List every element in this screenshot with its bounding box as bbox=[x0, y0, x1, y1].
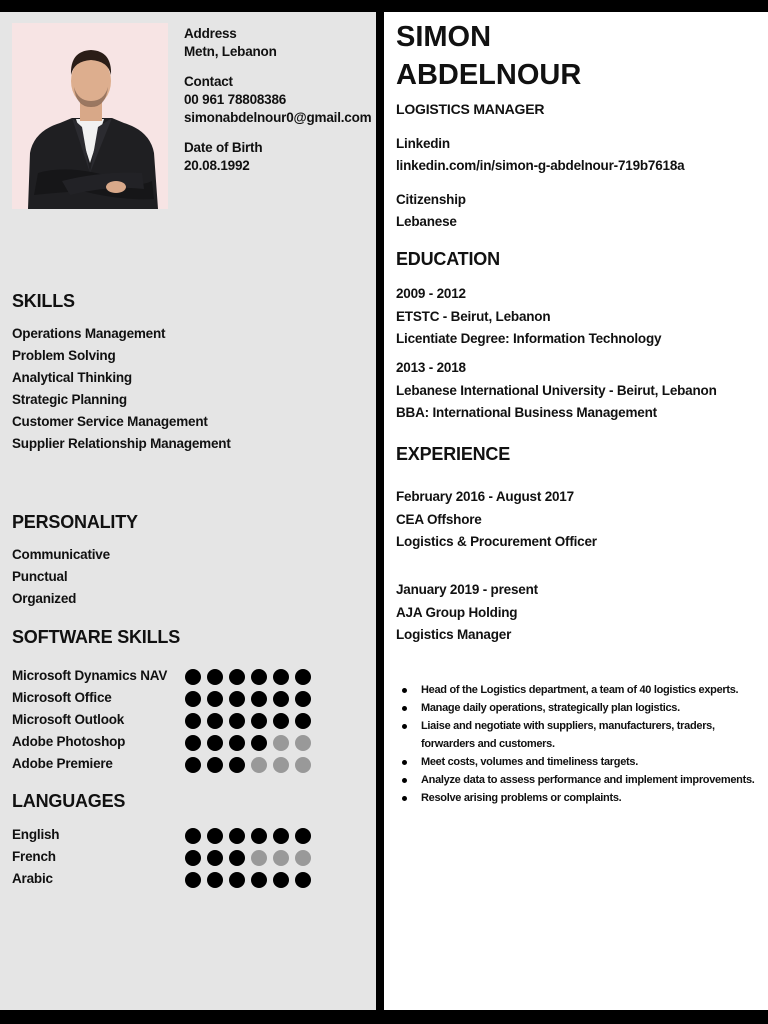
skill-item: Operations Management bbox=[12, 326, 166, 341]
rating-dot-filled-icon bbox=[295, 691, 311, 707]
responsibility-item: Head of the Logistics department, a team of 40 logistics experts. bbox=[396, 681, 756, 699]
experience-entry bbox=[396, 579, 538, 647]
rating-dots bbox=[185, 713, 311, 729]
contact-label: Contact bbox=[184, 74, 233, 89]
software-skill-row-label: Microsoft Office bbox=[12, 690, 112, 705]
experience-company: AJA Group Holding bbox=[396, 604, 518, 620]
rating-dot-filled-icon bbox=[295, 713, 311, 729]
responsibility-item: Resolve arising problems or complaints. bbox=[396, 789, 756, 807]
rating-dot-filled-icon bbox=[295, 669, 311, 685]
software-skill-row bbox=[12, 666, 312, 688]
contact-block bbox=[184, 25, 374, 187]
language-row-label: French bbox=[12, 849, 56, 864]
skill-item: Customer Service Management bbox=[12, 414, 208, 429]
rating-dot-filled-icon bbox=[229, 850, 245, 866]
rating-dot-filled-icon bbox=[185, 735, 201, 751]
phone-value: 00 961 78808386 bbox=[184, 92, 287, 107]
linkedin-link[interactable]: linkedin.com/in/simon-g-abdelnour-719b7618a bbox=[396, 158, 685, 173]
rating-dot-filled-icon bbox=[295, 872, 311, 888]
profile-photo bbox=[12, 23, 168, 209]
language-row-label: Arabic bbox=[12, 871, 53, 886]
rating-dot-filled-icon bbox=[229, 713, 245, 729]
rating-dot-filled-icon bbox=[185, 713, 201, 729]
rating-dot-filled-icon bbox=[207, 669, 223, 685]
experience-title: EXPERIENCE bbox=[396, 444, 511, 464]
rating-dot-filled-icon bbox=[229, 691, 245, 707]
rating-dot-filled-icon bbox=[207, 735, 223, 751]
education-degree: BBA: International Business Management bbox=[396, 405, 657, 420]
experience-position: Logistics & Procurement Officer bbox=[396, 534, 597, 549]
skill-item: Analytical Thinking bbox=[12, 370, 132, 385]
education-years: 2013 - 2018 bbox=[396, 360, 466, 375]
rating-dot-filled-icon bbox=[251, 669, 267, 685]
rating-dot-filled-icon bbox=[251, 828, 267, 844]
software-skill-row bbox=[12, 754, 312, 776]
skill-item: Strategic Planning bbox=[12, 392, 127, 407]
education-school: ETSTC - Beirut, Lebanon bbox=[396, 308, 551, 324]
personality-item: Organized bbox=[12, 591, 77, 606]
linkedin-label: Linkedin bbox=[396, 136, 450, 151]
rating-dot-filled-icon bbox=[251, 735, 267, 751]
experience-entry bbox=[396, 486, 597, 554]
citizenship-label: Citizenship bbox=[396, 192, 466, 207]
rating-dot-filled-icon bbox=[207, 872, 223, 888]
education-entry bbox=[396, 283, 661, 351]
citizenship-value: Lebanese bbox=[396, 214, 457, 229]
rating-dot-filled-icon bbox=[207, 850, 223, 866]
rating-dot-filled-icon bbox=[207, 713, 223, 729]
rating-dots bbox=[185, 669, 311, 685]
experience-position: Logistics Manager bbox=[396, 627, 512, 642]
rating-dot-filled-icon bbox=[273, 828, 289, 844]
personality-item: Punctual bbox=[12, 569, 68, 584]
education-school: Lebanese International University - Beirut, Lebanon bbox=[396, 382, 717, 398]
dob-label: Date of Birth bbox=[184, 140, 263, 155]
person-portrait-icon bbox=[12, 23, 168, 209]
rating-dot-filled-icon bbox=[251, 713, 267, 729]
responsibility-item: Meet costs, volumes and timeliness targets. bbox=[396, 753, 756, 771]
software-skill-row bbox=[12, 688, 312, 710]
responsibility-item: Manage daily operations, strategically plan logistics. bbox=[396, 699, 756, 717]
rating-dot-filled-icon bbox=[229, 757, 245, 773]
rating-dot-filled-icon bbox=[185, 691, 201, 707]
education-entry bbox=[396, 357, 717, 425]
rating-dot-empty-icon bbox=[273, 850, 289, 866]
address-value: Metn, Lebanon bbox=[184, 44, 277, 59]
rating-dot-filled-icon bbox=[251, 872, 267, 888]
rating-dot-filled-icon bbox=[207, 757, 223, 773]
language-row bbox=[12, 825, 312, 847]
rating-dot-filled-icon bbox=[207, 691, 223, 707]
rating-dots bbox=[185, 872, 311, 888]
rating-dot-filled-icon bbox=[185, 669, 201, 685]
responsibility-item: Liaise and negotiate with suppliers, manufacturers, traders, forwarders and customers. bbox=[396, 717, 756, 753]
experience-dates: January 2019 - present bbox=[396, 582, 538, 597]
job-role: LOGISTICS MANAGER bbox=[396, 101, 545, 117]
rating-dot-filled-icon bbox=[273, 691, 289, 707]
software-skill-row-label: Microsoft Dynamics NAV bbox=[12, 668, 168, 683]
rating-dot-filled-icon bbox=[185, 872, 201, 888]
dob-value: 20.08.1992 bbox=[184, 158, 250, 173]
rating-dots bbox=[185, 691, 311, 707]
address-label: Address bbox=[184, 26, 237, 41]
software-skills-title: SOFTWARE SKILLS bbox=[12, 627, 181, 647]
full-name bbox=[396, 18, 581, 94]
rating-dot-filled-icon bbox=[185, 828, 201, 844]
last-name: ABDELNOUR bbox=[396, 59, 582, 91]
rating-dot-filled-icon bbox=[229, 828, 245, 844]
rating-dot-empty-icon bbox=[273, 757, 289, 773]
rating-dot-empty-icon bbox=[251, 850, 267, 866]
software-skill-row-label: Adobe Photoshop bbox=[12, 734, 126, 749]
skills-title: SKILLS bbox=[12, 291, 75, 311]
rating-dot-filled-icon bbox=[251, 691, 267, 707]
responsibility-item: Analyze data to assess performance and implement improvements. bbox=[396, 771, 756, 789]
rating-dot-filled-icon bbox=[229, 669, 245, 685]
rating-dot-filled-icon bbox=[273, 872, 289, 888]
rating-dot-filled-icon bbox=[229, 872, 245, 888]
skill-item: Problem Solving bbox=[12, 348, 116, 363]
first-name: SIMON bbox=[396, 21, 492, 53]
skills-list bbox=[12, 323, 231, 455]
experience-company: CEA Offshore bbox=[396, 511, 482, 527]
personality-item: Communicative bbox=[12, 547, 110, 562]
rating-dot-filled-icon bbox=[207, 828, 223, 844]
software-skill-row bbox=[12, 732, 312, 754]
rating-dots bbox=[185, 828, 311, 844]
rating-dot-empty-icon bbox=[295, 757, 311, 773]
rating-dot-empty-icon bbox=[295, 735, 311, 751]
language-row bbox=[12, 847, 312, 869]
education-title: EDUCATION bbox=[396, 249, 500, 269]
education-degree: Licentiate Degree: Information Technology bbox=[396, 331, 662, 346]
software-skill-row-label: Microsoft Outlook bbox=[12, 712, 125, 727]
skill-item: Supplier Relationship Management bbox=[12, 436, 231, 451]
main-content bbox=[384, 12, 768, 1010]
language-row-label: English bbox=[12, 827, 60, 842]
education-years: 2009 - 2012 bbox=[396, 286, 466, 301]
rating-dot-filled-icon bbox=[295, 828, 311, 844]
personality-title: PERSONALITY bbox=[12, 512, 138, 532]
rating-dots bbox=[185, 757, 311, 773]
responsibilities-list bbox=[396, 681, 756, 807]
software-skill-row bbox=[12, 710, 312, 732]
personality-list bbox=[12, 544, 110, 610]
experience-dates: February 2016 - August 2017 bbox=[396, 489, 574, 504]
rating-dot-filled-icon bbox=[185, 850, 201, 866]
email-value: simonabdelnour0@gmail.com bbox=[184, 110, 372, 125]
languages-title: LANGUAGES bbox=[12, 791, 126, 811]
rating-dots bbox=[185, 850, 311, 866]
rating-dot-filled-icon bbox=[229, 735, 245, 751]
rating-dots bbox=[185, 735, 311, 751]
rating-dot-empty-icon bbox=[295, 850, 311, 866]
language-row bbox=[12, 869, 312, 891]
software-skill-row-label: Adobe Premiere bbox=[12, 756, 113, 771]
rating-dot-empty-icon bbox=[251, 757, 267, 773]
rating-dot-filled-icon bbox=[273, 669, 289, 685]
rating-dot-filled-icon bbox=[273, 713, 289, 729]
rating-dot-filled-icon bbox=[185, 757, 201, 773]
left-sidebar bbox=[0, 12, 376, 1010]
rating-dot-empty-icon bbox=[273, 735, 289, 751]
